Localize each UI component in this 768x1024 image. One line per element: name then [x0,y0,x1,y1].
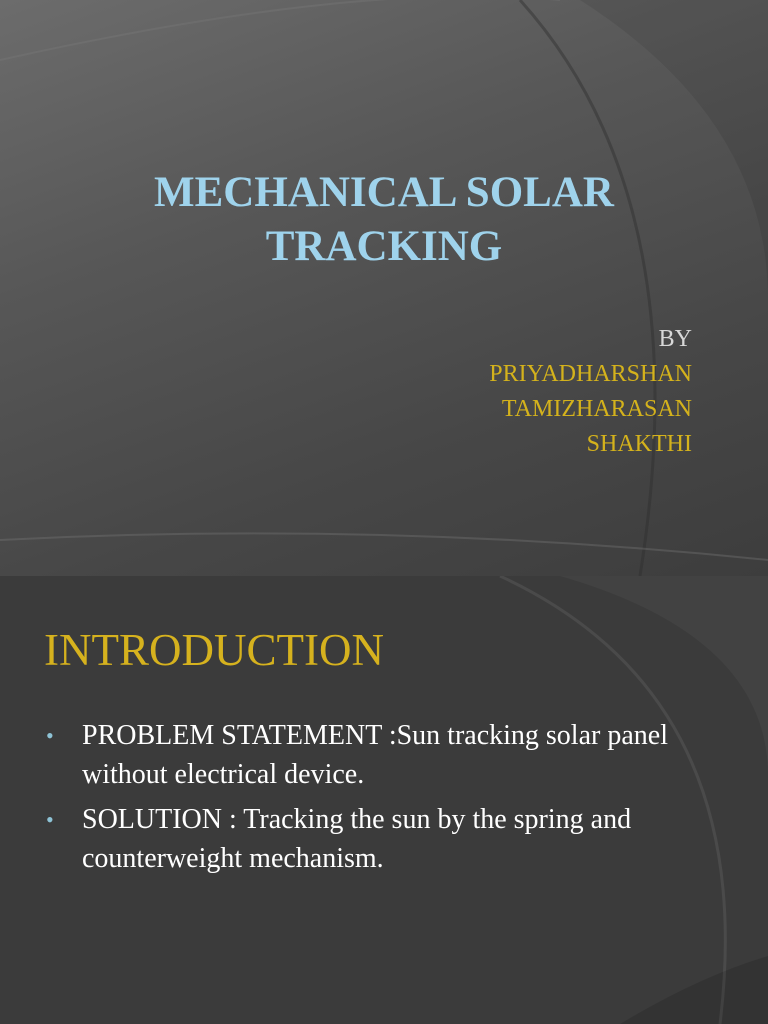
bullet-text: SOLUTION : Tracking the sun by the spring and counterweight mechanism. [82,804,632,874]
author-name: SHAKTHI [586,431,692,457]
bullet-item [44,800,704,878]
slide-title [0,166,768,274]
by-label: BY [658,326,692,352]
slide-heading: INTRODUCTION [44,625,384,675]
bullet-icon: • [46,723,54,748]
title-line-1: MECHANICAL SOLAR [154,169,614,216]
bullet-item [44,716,704,794]
author-list [489,322,692,462]
author-name: TAMIZHARASAN [501,396,692,422]
bullet-text: PROBLEM STATEMENT :Sun tracking solar panel without electrical device. [82,720,668,790]
bullet-list [44,716,704,884]
title-line-2: TRACKING [265,223,503,270]
bullet-icon: • [46,807,54,832]
author-name: PRIYADHARSHAN [489,361,692,387]
